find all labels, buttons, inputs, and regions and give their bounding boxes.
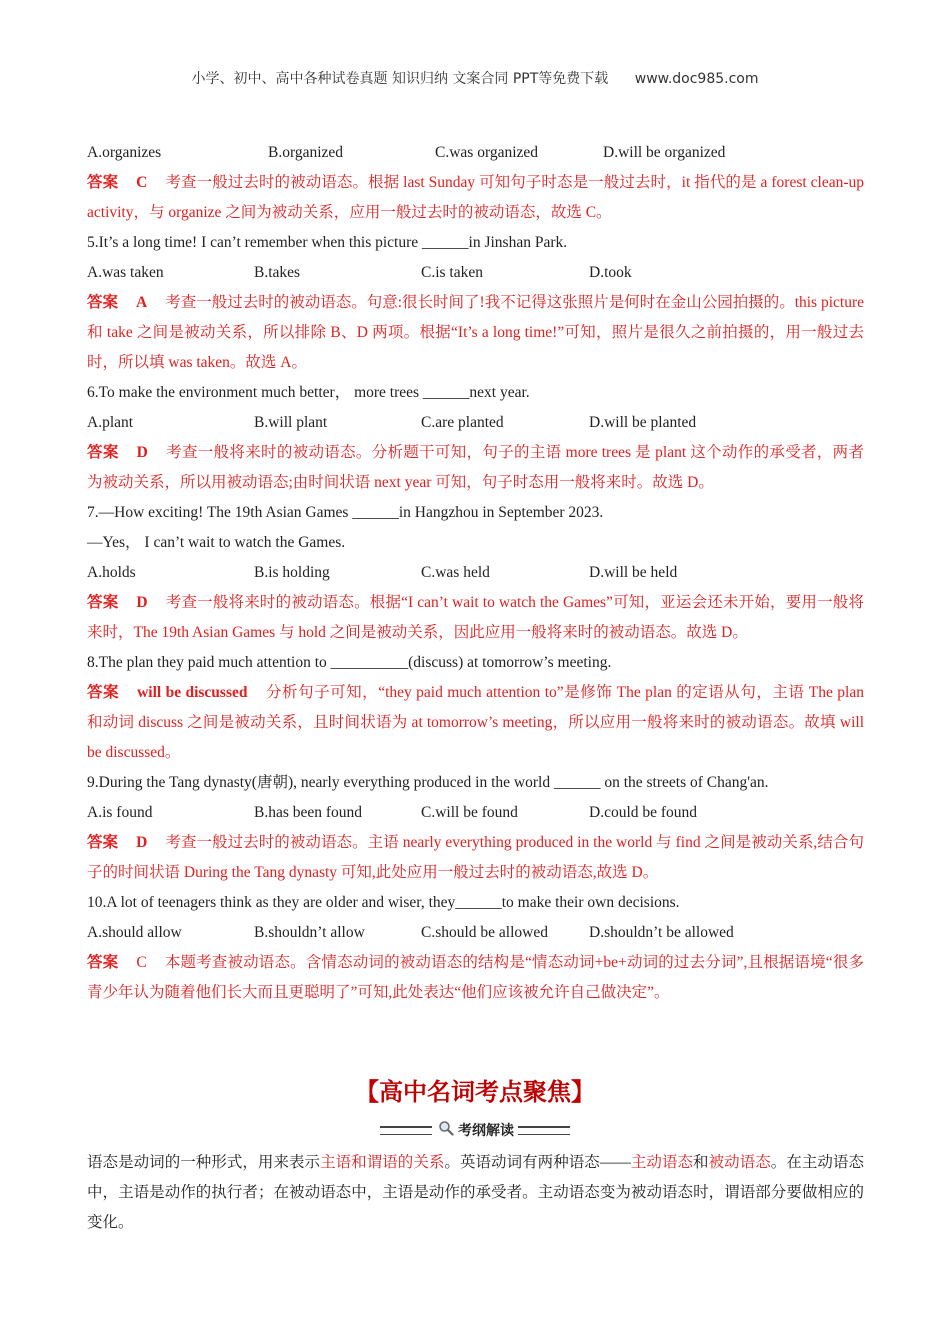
q5-option-a: A.was taken: [87, 264, 164, 281]
intro-highlight: 主动语态: [630, 1154, 694, 1171]
q10-option-b: B.shouldn’t allow: [254, 924, 365, 941]
intro-highlight: 主语和谓语的关系: [320, 1154, 445, 1171]
q8-answer: [87, 678, 864, 768]
intro-highlight: 被动语态: [708, 1154, 771, 1171]
q6-options: [87, 408, 864, 438]
q8-question: 8.The plan they paid much attention to __________(discuss) at tomorrow’s meeting.: [87, 654, 612, 671]
q10-option-d: D.shouldn’t be allowed: [589, 924, 734, 941]
q9-option-c: C.will be found: [421, 804, 518, 821]
answer-key: C: [136, 174, 148, 191]
answer-key: C: [136, 954, 147, 971]
q5-options: [87, 258, 864, 288]
q7-options: [87, 558, 864, 588]
answer-label: 答案: [87, 444, 119, 461]
q6-option-a: A.plant: [87, 414, 134, 431]
intro-text: 。英语动词有两种语态——: [444, 1154, 631, 1171]
q7-reply: —Yes， I can’t wait to watch the Games.: [87, 534, 346, 551]
q5-answer: [87, 288, 864, 378]
answer-key: D: [136, 594, 148, 611]
subtitle-text: 考纲解读: [458, 1123, 514, 1139]
intro-text: 和: [693, 1154, 709, 1171]
answer-label: 答案: [87, 834, 119, 851]
answer-explanation: 考查一般将来时的被动语态。分析题干可知，句子的主语 more trees 是 plant 这个动作的承受者，两者为被动关系，所以用被动语态;由时间状语 next year 可知，句子时态用一般将来时。故选 D。: [87, 444, 864, 491]
q9-option-b: B.has been found: [254, 804, 363, 821]
answer-key: will be discussed: [137, 684, 248, 701]
answer-label: 答案: [87, 294, 119, 311]
q5-option-b: B.takes: [254, 264, 301, 281]
answer-label: 答案: [87, 954, 119, 971]
header-text: 小学、初中、高中各种试卷真题 知识归纳 文案合同 PPT等免费下载: [191, 71, 609, 87]
q7-option-d: D.will be held: [589, 564, 678, 581]
q7-option-a: A.holds: [87, 564, 136, 581]
answer-explanation: 考查一般过去时的被动语态。根据 last Sunday 可知句子时态是一般过去时，it 指代的是 a forest clean-up activity，与 organize 之间为被动关系，应用一般过去时的被动语态，故选 C。: [87, 174, 864, 221]
q7-option-b: B.is holding: [254, 564, 330, 581]
intro-paragraph: [87, 1148, 864, 1238]
q9-options: [87, 798, 864, 828]
q6-answer: [87, 438, 864, 498]
section-subtitle: [0, 1120, 950, 1140]
q6-option-b: B.will plant: [254, 414, 328, 431]
q9-answer: [87, 828, 864, 888]
q10-options: [87, 918, 864, 948]
answer-label: 答案: [87, 174, 119, 191]
q9-question: 9.During the Tang dynasty(唐朝), nearly everything produced in the world ______ on the streets of Chang'an.: [87, 774, 769, 791]
answer-label: 答案: [87, 684, 120, 701]
q10-option-c: C.should be allowed: [421, 924, 548, 941]
q10-answer: [87, 948, 864, 1008]
q4-option-c: C.was organized: [435, 144, 539, 161]
q5-option-d: D.took: [589, 264, 632, 281]
q7-question: 7.—How exciting! The 19th Asian Games ______in Hangzhou in September 2023.: [87, 504, 604, 521]
q4-options: [87, 138, 864, 168]
answer-explanation: 考查一般过去时的被动语态。主语 nearly everything produced in the world 与 find 之间是被动关系,结合句子的时间状语 During the Tang dynasty 可知,此处应用一般过去时的被动语态,故选 D。: [87, 834, 864, 881]
q6-option-c: C.are planted: [421, 414, 504, 431]
divider-left: [380, 1126, 432, 1135]
q6-option-d: D.will be planted: [589, 414, 697, 431]
q4-answer: [87, 168, 864, 228]
q9-option-d: D.could be found: [589, 804, 698, 821]
page-header: [0, 68, 950, 88]
q10-option-a: A.should allow: [87, 924, 182, 941]
q4-option-d: D.will be organized: [603, 144, 726, 161]
header-site-link[interactable]: www.doc985.com: [634, 71, 759, 87]
q6-question: 6.To make the environment much better， more trees ______next year.: [87, 384, 530, 401]
intro-text: 语态是动词的一种形式，用来表示: [87, 1154, 321, 1171]
q4-option-b: B.organized: [268, 144, 344, 161]
answer-key: D: [136, 444, 148, 461]
divider-right: [518, 1126, 570, 1135]
q7-answer: [87, 588, 864, 648]
section-title: 【高中名词考点聚焦】: [355, 1078, 595, 1106]
answer-explanation: 考查一般将来时的被动语态。根据“I can’t wait to watch the Games”可知，亚运会还未开始，要用一般将来时，The 19th Asian Games 与 hold 之间是被动关系，因此应用一般将来时的被动语态。故选 D。: [87, 594, 864, 641]
q5-question: 5.It’s a long time! I can’t remember when this picture ______in Jinshan Park.: [87, 234, 568, 251]
q7-option-c: C.was held: [421, 564, 490, 581]
magnifier-icon: [438, 1120, 454, 1140]
q10-question: 10.A lot of teenagers think as they are older and wiser, they______to make their own decisions.: [87, 894, 680, 911]
q4-option-a: A.organizes: [87, 144, 162, 161]
answer-label: 答案: [87, 594, 119, 611]
answer-explanation: 考查一般过去时的被动语态。句意:很长时间了!我不记得这张照片是何时在金山公园拍摄的。this picture 和 take 之间是被动关系，所以排除 B、D 两项。根据“It’s a long time!”可知，照片是很久之前拍摄的，用一般过去时，所以填 was taken。故选 A。: [87, 294, 864, 371]
q9-option-a: A.is found: [87, 804, 153, 821]
exercise-content: [87, 138, 864, 1008]
intro-text: 。在主动语态中，主语是动作的执行者；在被动语态中，主语是动作的承受者。主动语态变为被动语态时，谓语部分要做相应的变化。: [87, 1154, 864, 1231]
answer-explanation: 本题考查被动语态。含情态动词的被动语态的结构是“情态动词+be+动词的过去分词”,且根据语境“很多青少年认为随着他们长大而且更聪明了”可知,此处表达“他们应该被允许自己做决定”。: [87, 954, 864, 1001]
answer-key: D: [136, 834, 148, 851]
answer-explanation: 分析句子可知，“they paid much attention to”是修饰 The plan 的定语从句，主语 The plan 和动词 discuss 之间是被动关系，且时间状语为 at tomorrow’s meeting，所以应用一般将来时的被动语态。故填 will be discussed。: [87, 684, 864, 761]
q5-option-c: C.is taken: [421, 264, 483, 281]
answer-key: A: [136, 294, 148, 311]
